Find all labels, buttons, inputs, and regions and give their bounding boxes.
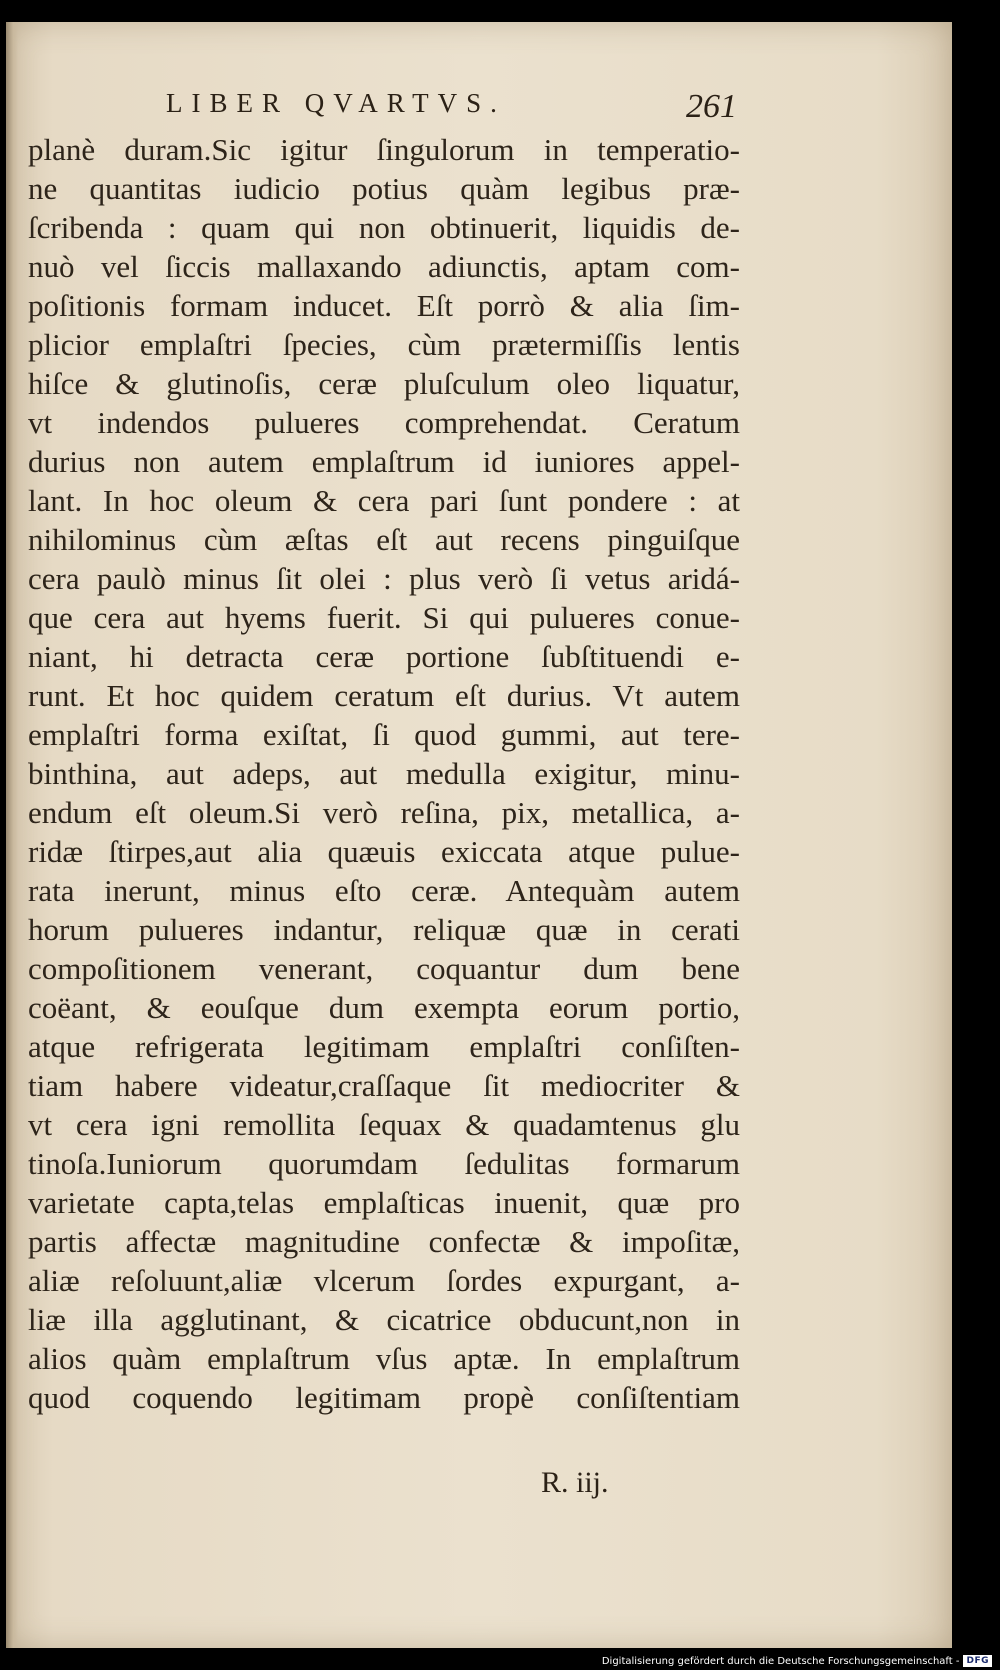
text-line: quod coquendo legitimam propè conſiſtentiam [28,1380,740,1415]
book-page [6,22,952,1648]
text-line: hiſce & glutinoſis, ceræ pluſculum oleo liquatur, [28,366,740,401]
dfg-logo: DFG [963,1655,992,1667]
digitization-credit [602,1655,992,1667]
text-line: rata inerunt, minus eſto ceræ. Antequàm autem [28,873,740,908]
text-line: cera paulò minus ſit olei : plus verò ſi vetus aridá- [28,561,740,596]
text-line: atque refrigerata legitimam emplaſtri conſiſten- [28,1029,740,1064]
text-line: planè duram.Sic igitur ſingulorum in temperatio- [28,132,740,167]
text-line: nuò vel ſiccis mallaxando adiunctis, aptam com- [28,249,740,284]
text-line: que cera aut hyems fuerit. Si qui pulueres conue- [28,600,740,635]
text-line: ſcribenda : quam qui non obtinuerit, liquidis de- [28,210,740,245]
credit-text: Digitalisierung gefördert durch die Deutsche Forschungsgemeinschaft - [601,1655,960,1667]
text-line: endum eſt oleum.Si verò reſina, pix, metallica, a- [28,795,740,830]
text-line: lant. In hoc oleum & cera pari ſunt pondere : at [28,483,740,518]
text-line: poſitionis formam inducet. Eſt porrò & alia ſim- [28,288,740,323]
text-line: horum pulueres indantur, reliquæ quæ in cerati [28,912,740,947]
text-line: binthina, aut adeps, aut medulla exigitur, minu- [28,756,740,791]
text-line: niant, hi detracta ceræ portione ſubſtituendi e- [28,639,740,674]
text-line: plicior emplaſtri ſpecies, cùm prætermiſſis lentis [28,327,740,362]
text-line: aliæ reſoluunt,aliæ vlcerum ſordes expurgant, a- [28,1263,740,1298]
signature-mark: R. iij. [541,1466,609,1499]
text-line: compoſitionem venerant, coquantur dum bene [28,951,740,986]
text-line: alios quàm emplaſtrum vſus aptæ. In emplaſtrum [28,1341,740,1376]
text-block [28,130,740,1417]
binding-edge [6,22,18,1648]
text-line: tiam habere videatur,craſſaque ſit mediocriter & [28,1068,740,1103]
text-line: vt cera igni remollita ſequax & quadamtenus glu [28,1107,740,1142]
text-line: durius non autem emplaſtrum id iuniores appel- [28,444,740,479]
text-line: coëant, & eouſque dum exempta eorum portio, [28,990,740,1025]
page-number: 261 [686,88,737,125]
text-line: vt indendos pulueres comprehendat. Ceratum [28,405,740,440]
text-line: partis affectæ magnitudine confectæ & impoſitæ, [28,1224,740,1259]
text-line: runt. Et hoc quidem ceratum eſt durius. Vt autem [28,678,740,713]
text-line: emplaſtri forma exiſtat, ſi quod gummi, aut tere- [28,717,740,752]
text-line: ridæ ſtirpes,aut alia quæuis exiccata atque pulue- [28,834,740,869]
text-line: nihilominus cùm æſtas eſt aut recens pinguiſque [28,522,740,557]
text-line: varietate capta,telas emplaſticas inuenit, quæ pro [28,1185,740,1220]
text-line: tinoſa.Iuniorum quorumdam ſedulitas formarum [28,1146,740,1181]
running-head: LIBER QVARTVS. [166,88,506,118]
text-line: ne quantitas iudicio potius quàm legibus præ- [28,171,740,206]
text-line: liæ illa agglutinant, & cicatrice obducunt,non in [28,1302,740,1337]
